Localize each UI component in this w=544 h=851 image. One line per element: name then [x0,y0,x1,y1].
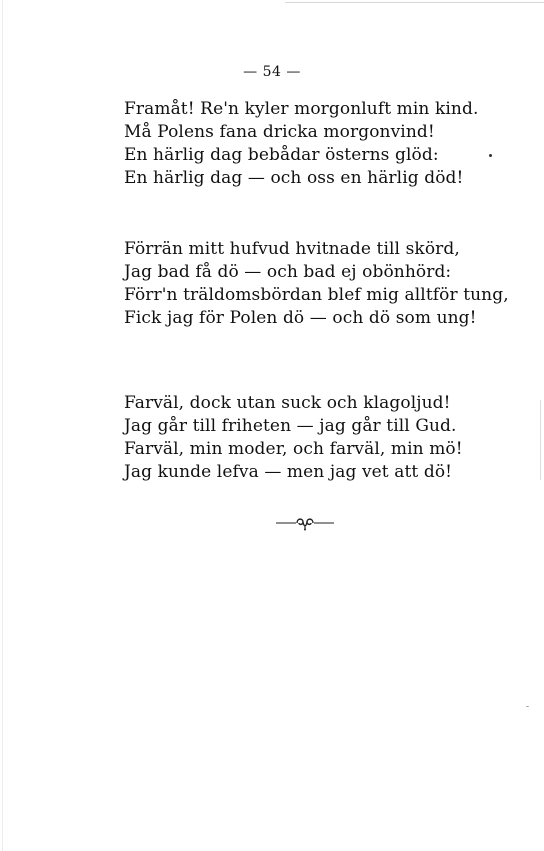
verse-line: Må Polens fana dricka morgonvind! [124,122,435,142]
page-number: — 54 — [243,64,301,80]
verse-line: Förr'n träldomsbördan blef mig alltför tung, [124,285,509,305]
page-edge-left [2,0,3,851]
verse-line: Jag bad få dö — och bad ej obönhörd: [124,262,452,282]
stanza-2 [124,238,509,330]
verse-line: Framåt! Re'n kyler morgonluft min kind. [124,99,479,119]
verse-line: Farväl, min moder, och farväl, min mö! [124,439,463,459]
verse-line: Förrän mitt hufvud hvitnade till skörd, [124,239,460,259]
verse-line: Farväl, dock utan suck och klagoljud! [124,393,451,413]
verse-line: Fick jag för Polen dö — och dö som ung! [124,308,477,328]
page-edge-right [540,400,541,480]
stanza-3 [124,392,484,484]
page-edge-top [285,2,544,3]
fleuron-icon [272,514,338,532]
verse-line: Jag kunde lefva — men jag vet att dö! [124,462,453,482]
ink-speck [526,706,529,707]
verse-line: Jag går till friheten — jag går till Gud. [124,416,457,436]
verse-line: En härlig dag bebådar österns glöd: [124,145,439,165]
verse-line: En härlig dag — och oss en härlig död! [124,168,464,188]
ink-speck [489,154,492,157]
stanza-1 [124,98,484,190]
